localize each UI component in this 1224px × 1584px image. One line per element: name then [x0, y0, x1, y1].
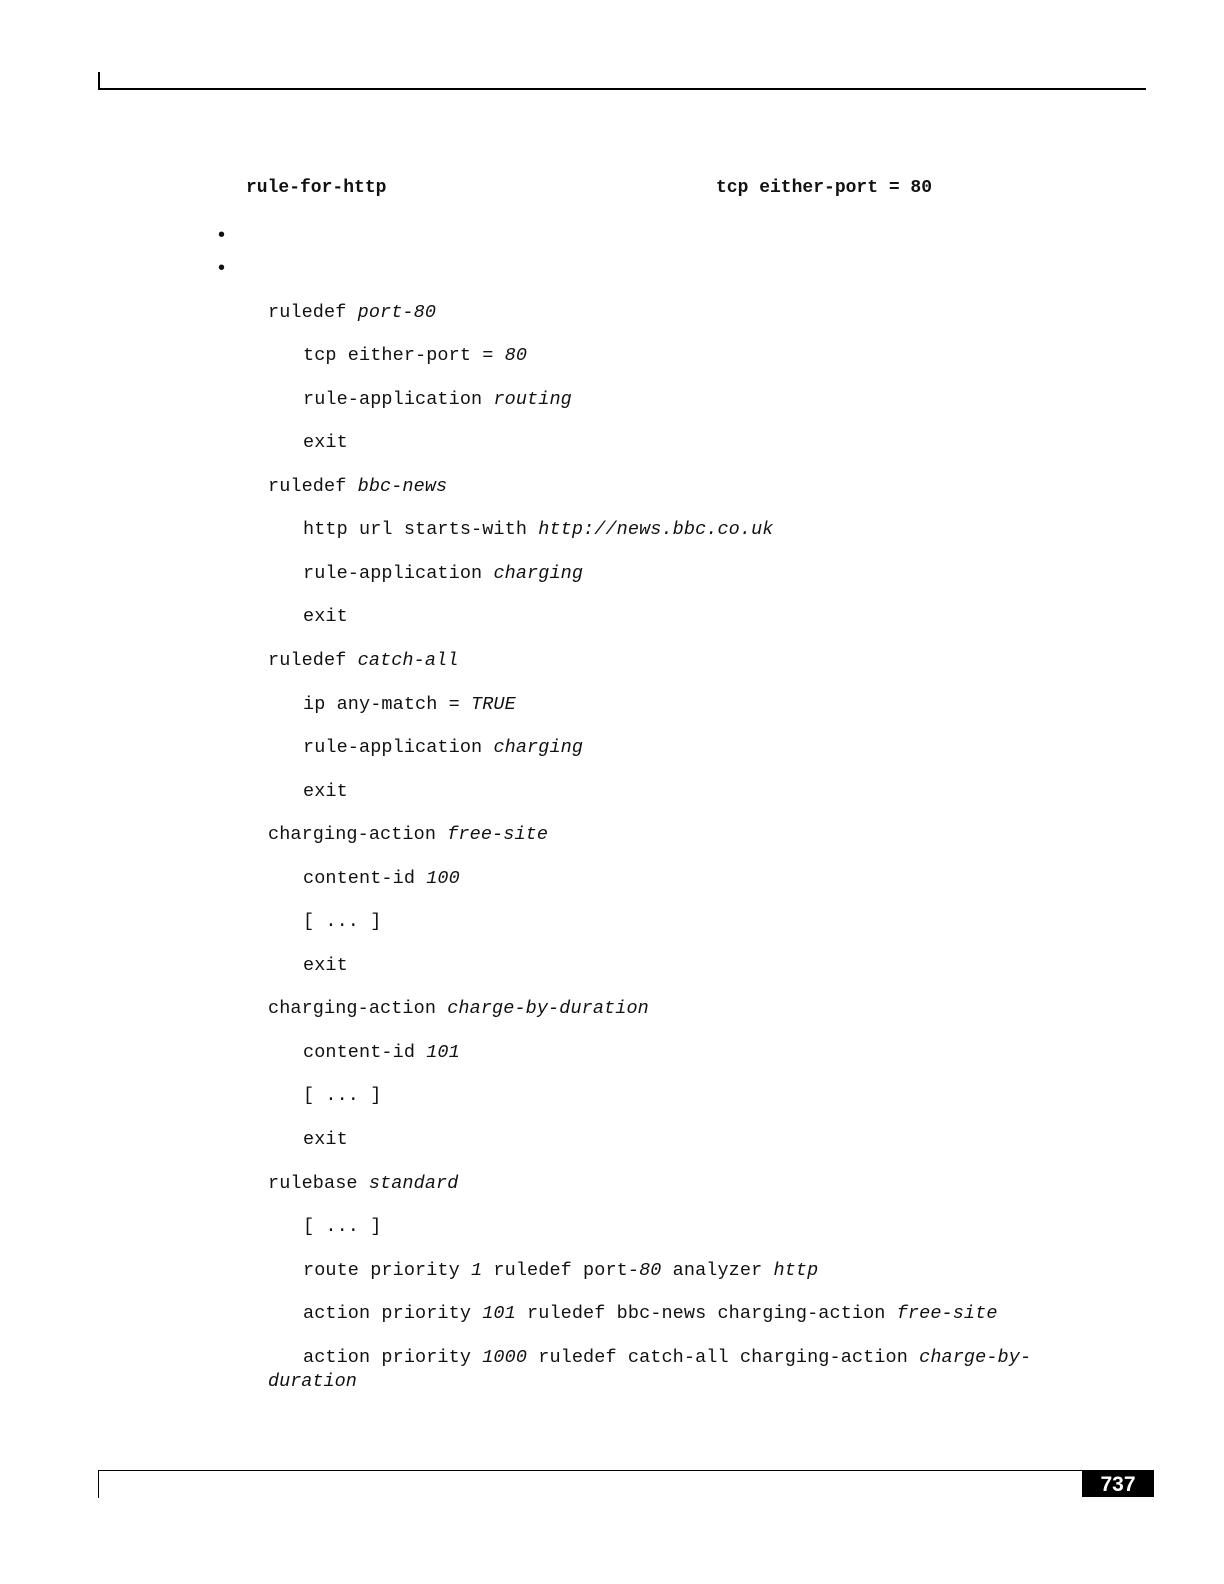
code-line: charging-action free-site: [268, 824, 549, 845]
bullet-2: •: [218, 257, 226, 279]
code-line: charging-action charge-by-duration: [268, 998, 649, 1019]
code-line: ruledef port-80: [268, 302, 437, 323]
code-line: [ ... ]: [303, 1216, 382, 1237]
code-line: exit: [303, 432, 348, 453]
footer-tick: [98, 1470, 99, 1498]
code-line: exit: [303, 955, 348, 976]
rule-expression: tcp either-port = 80: [716, 178, 933, 198]
code-line: rule-application routing: [303, 389, 572, 410]
code-line: ip any-match = TRUE: [303, 694, 516, 715]
code-line: content-id 100: [303, 868, 460, 889]
code-line: [ ... ]: [303, 911, 382, 932]
code-line: exit: [303, 781, 348, 802]
code-line: rule-application charging: [303, 563, 584, 584]
code-line: [ ... ]: [303, 1085, 382, 1106]
code-line: rule-application charging: [303, 737, 584, 758]
code-line: rulebase standard: [268, 1173, 459, 1194]
header-rule: [98, 88, 1146, 90]
code-line: action priority 1000 ruledef catch-all charging-action charge-by-: [303, 1347, 1032, 1368]
code-line: route priority 1 ruledef port-80 analyzer http: [303, 1260, 819, 1281]
code-line: content-id 101: [303, 1042, 460, 1063]
rule-name: rule-for-http: [246, 178, 387, 198]
code-line: exit: [303, 606, 348, 627]
code-line-wrap: duration: [268, 1371, 357, 1392]
footer-rule: [98, 1470, 1154, 1471]
bullet-1: •: [218, 224, 226, 246]
code-line: exit: [303, 1129, 348, 1150]
code-line: ruledef catch-all: [268, 650, 459, 671]
code-line: tcp either-port = 80: [303, 345, 528, 366]
code-line: http url starts-with http://news.bbc.co.uk: [303, 519, 774, 540]
page-number: 737: [1082, 1471, 1154, 1497]
code-line: action priority 101 ruledef bbc-news charging-action free-site: [303, 1303, 998, 1324]
code-line: ruledef bbc-news: [268, 476, 448, 497]
